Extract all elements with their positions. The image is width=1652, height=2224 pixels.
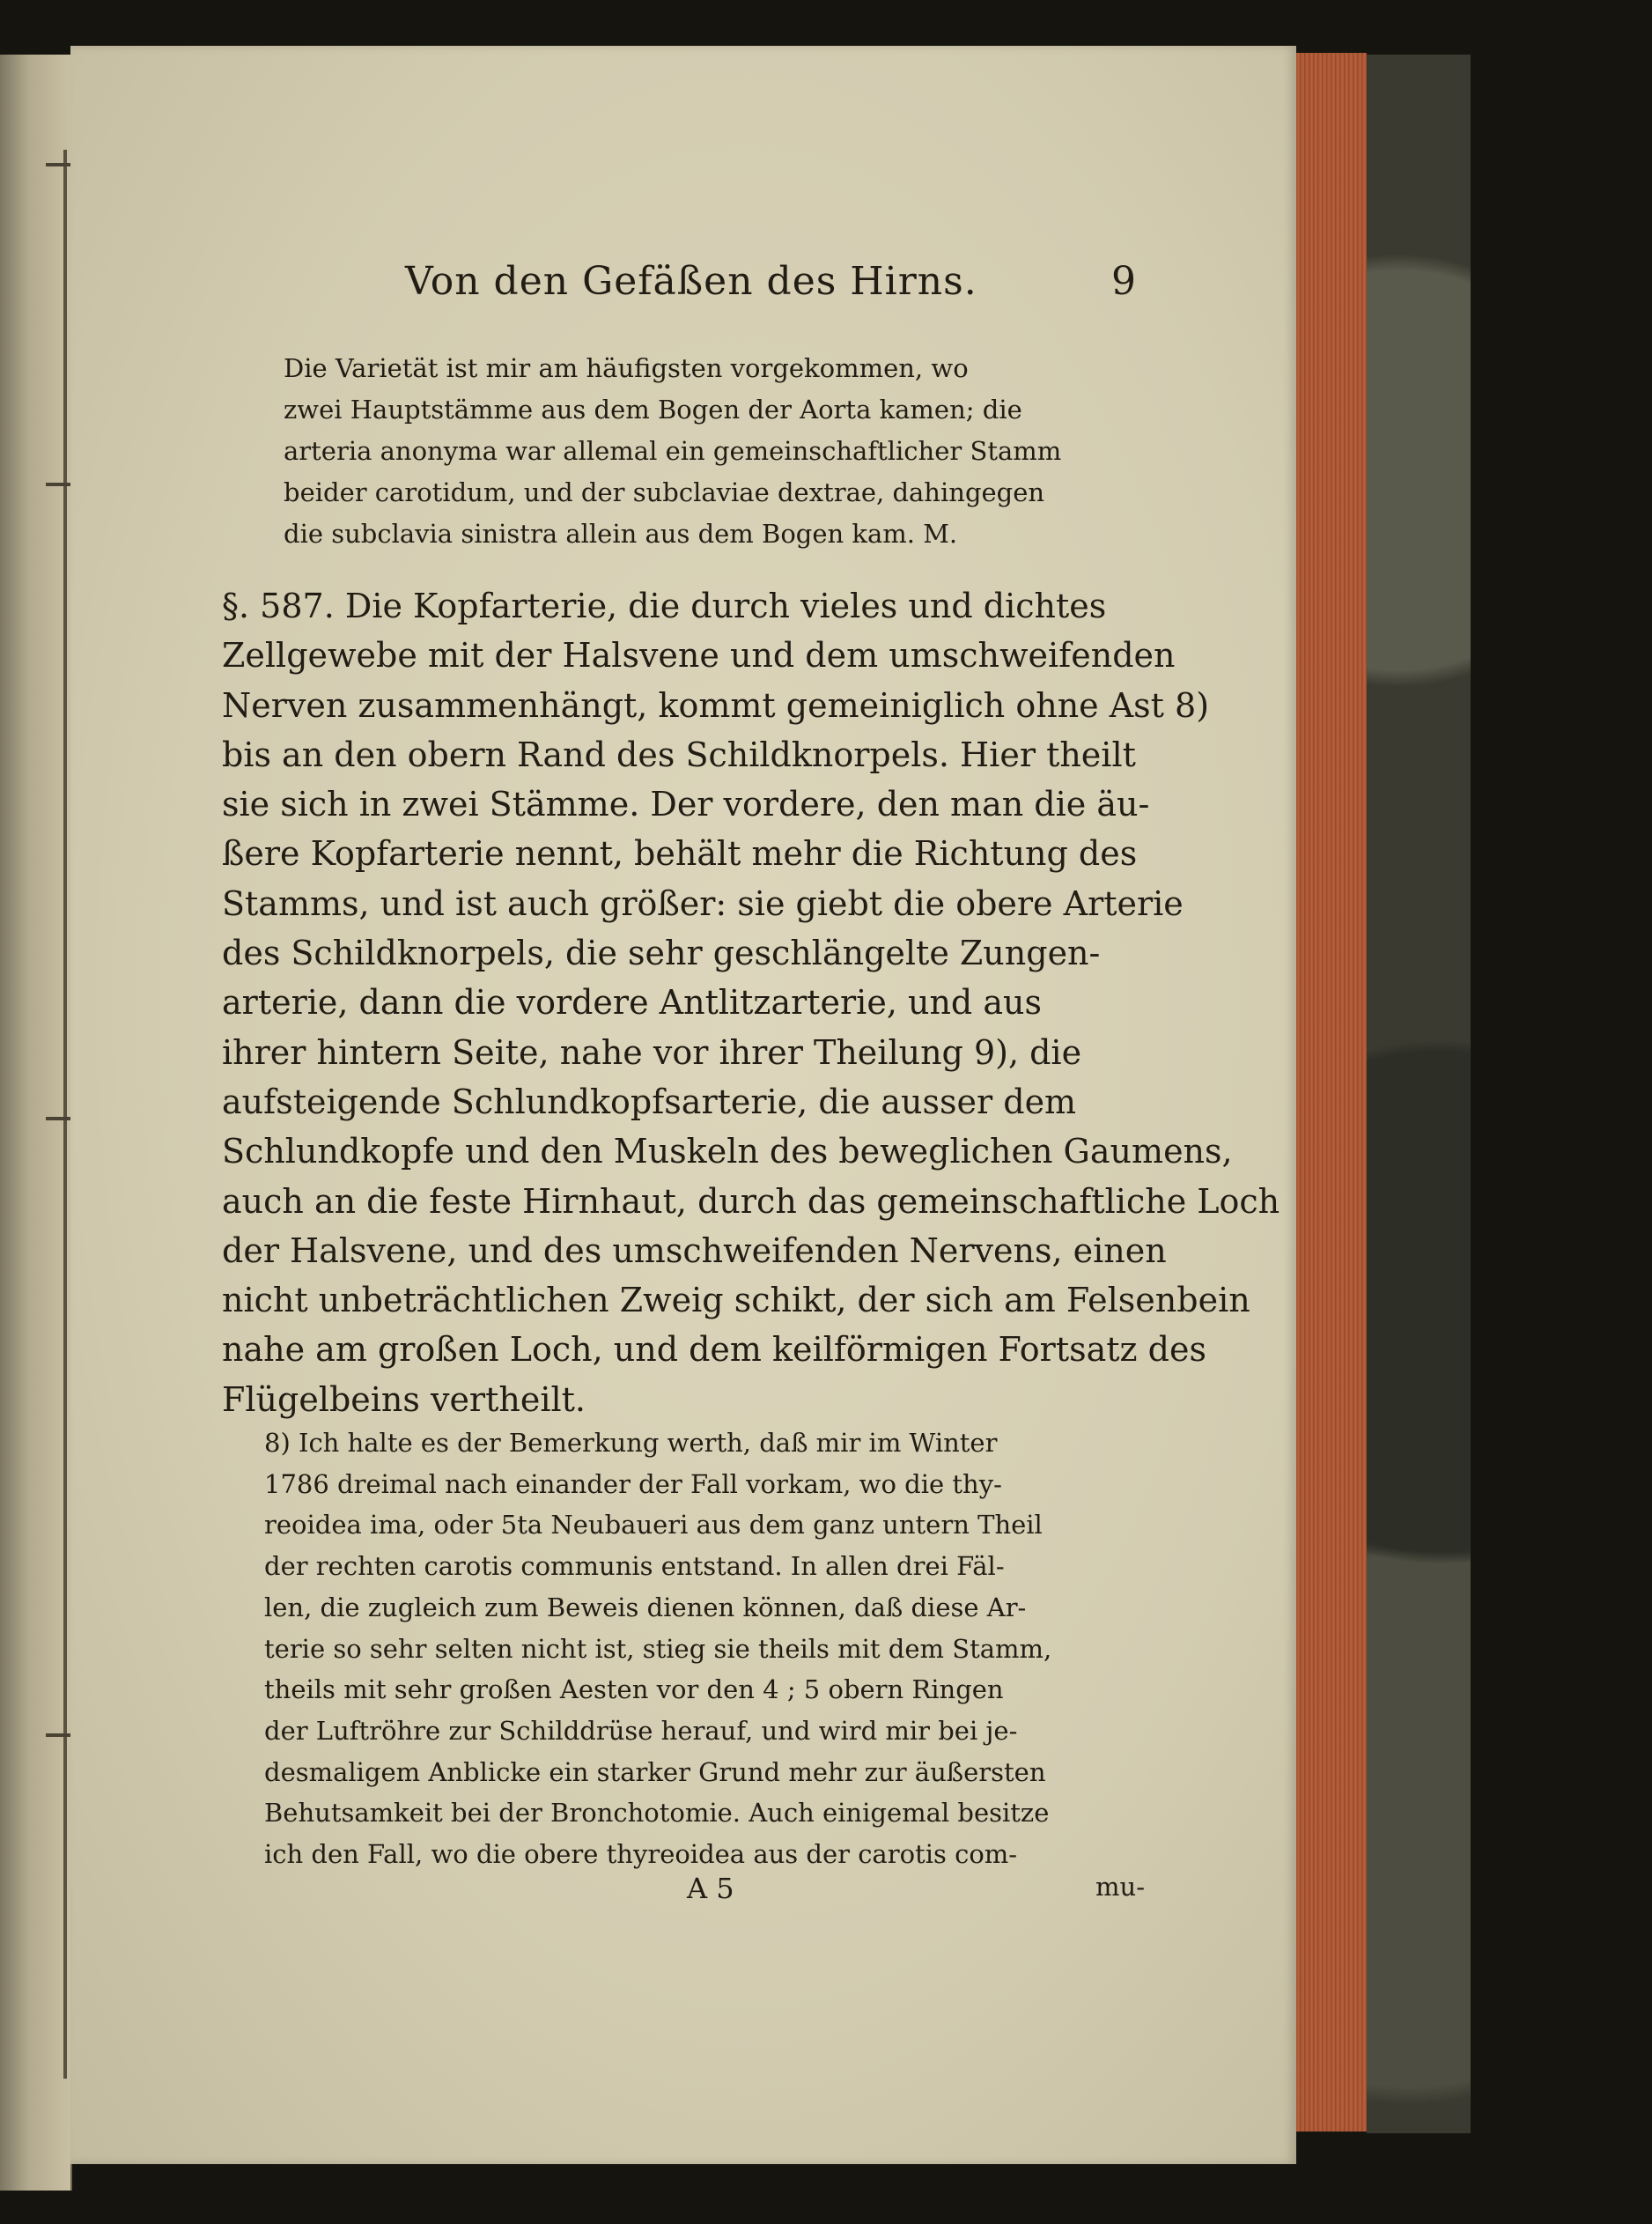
text-line: der Luftröhre zur Schilddrüse herauf, und wird mir bei je-	[264, 1715, 1018, 1746]
catchword: mu-	[1095, 1872, 1145, 1902]
running-head: Von den Gefäßen des Hirns.	[405, 259, 977, 304]
text-line: arteria anonyma war allemal ein gemeinschaftlicher Stamm	[284, 436, 1062, 466]
text-line: Flügelbeins vertheilt.	[222, 1379, 586, 1419]
text-line: der rechten carotis communis entstand. In allen drei Fäl-	[264, 1551, 1005, 1582]
text-line: 8) Ich halte es der Bemerkung werth, daß mir im Winter	[264, 1428, 998, 1458]
text-line: sie sich in zwei Stämme. Der vordere, den man die äu-	[222, 785, 1150, 824]
text-line: len, die zugleich zum Beweis dienen können, daß diese Ar-	[264, 1592, 1027, 1622]
text-line: nahe am großen Loch, und dem keilförmigen Fortsatz des	[222, 1330, 1206, 1370]
main-paragraph	[222, 581, 1280, 1424]
text-line: terie so sehr selten nicht ist, stieg sie theils mit dem Stamm,	[264, 1633, 1052, 1664]
text-line: der Halsvene, und des umschweifenden Nervens, einen	[222, 1230, 1167, 1270]
footnote-top	[284, 348, 1138, 555]
text-line: Schlundkopfe und den Muskeln des beweglichen Gaumens,	[222, 1132, 1233, 1171]
text-line: Zellgewebe mit der Halsvene und dem umschweifenden	[222, 636, 1176, 676]
page-edges	[1296, 53, 1367, 2132]
text-line: ihrer hintern Seite, nahe vor ihrer Theilung 9), die	[222, 1032, 1082, 1072]
text-line: ich den Fall, wo die obere thyreoidea aus der carotis com-	[264, 1839, 1018, 1870]
text-line: 1786 dreimal nach einander der Fall vorkam, wo die thy-	[264, 1468, 1002, 1499]
text-line: theils mit sehr großen Aesten vor den 4 ; 5 obern Ringen	[264, 1674, 1004, 1705]
binding-thread	[63, 150, 67, 2079]
text-line: Stamms, und ist auch größer: sie giebt die obere Arterie	[222, 883, 1184, 923]
text-line: die subclavia sinistra allein aus dem Bogen kam. M.	[284, 519, 958, 549]
text-line: des Schildknorpels, die sehr geschlängelte Zungen-	[222, 934, 1101, 973]
text-line: Nerven zusammenhängt, kommt gemeiniglich ohne Ast 8)	[222, 685, 1210, 725]
text-line: §. 587. Die Kopfarterie, die durch vieles und dichtes	[222, 587, 1107, 625]
signature-mark: A 5	[687, 1872, 734, 1905]
marbled-cover	[1367, 55, 1471, 2133]
text-line: Behutsamkeit bei der Bronchotomie. Auch einigemal besitze	[264, 1798, 1050, 1829]
text-line: auch an die feste Hirnhaut, durch das gemeinschaftliche Loch	[222, 1181, 1280, 1221]
text-line: nicht unbeträchtlichen Zweig schikt, der sich am Felsenbein	[222, 1281, 1250, 1320]
footnote-bottom	[264, 1422, 1145, 1875]
text-line: zwei Hauptstämme aus dem Bogen der Aorta kamen; die	[284, 395, 1022, 425]
text-line: reoidea ima, oder 5ta Neubaueri aus dem ganz untern Theil	[264, 1510, 1043, 1541]
text-line: bis an den obern Rand des Schildknorpels. Hier theilt	[222, 735, 1136, 774]
text-line: arterie, dann die vordere Antlitzarterie, und aus	[222, 983, 1042, 1023]
text-line: desmaligem Anblicke ein starker Grund mehr zur äußersten	[264, 1756, 1046, 1787]
page-header	[299, 259, 1136, 312]
text-line: aufsteigende Schlundkopfsarterie, die ausser dem	[222, 1082, 1077, 1121]
facing-page-edge	[0, 55, 72, 2191]
text-line: ßere Kopfarterie nennt, behält mehr die Richtung des	[222, 834, 1138, 874]
text-line: Die Varietät ist mir am häufigsten vorgekommen, wo	[284, 353, 969, 383]
text-line: beider carotidum, und der subclaviae dextrae, dahingegen	[284, 477, 1045, 507]
page-number: 9	[1111, 259, 1136, 304]
page-footer	[687, 1872, 1145, 1916]
